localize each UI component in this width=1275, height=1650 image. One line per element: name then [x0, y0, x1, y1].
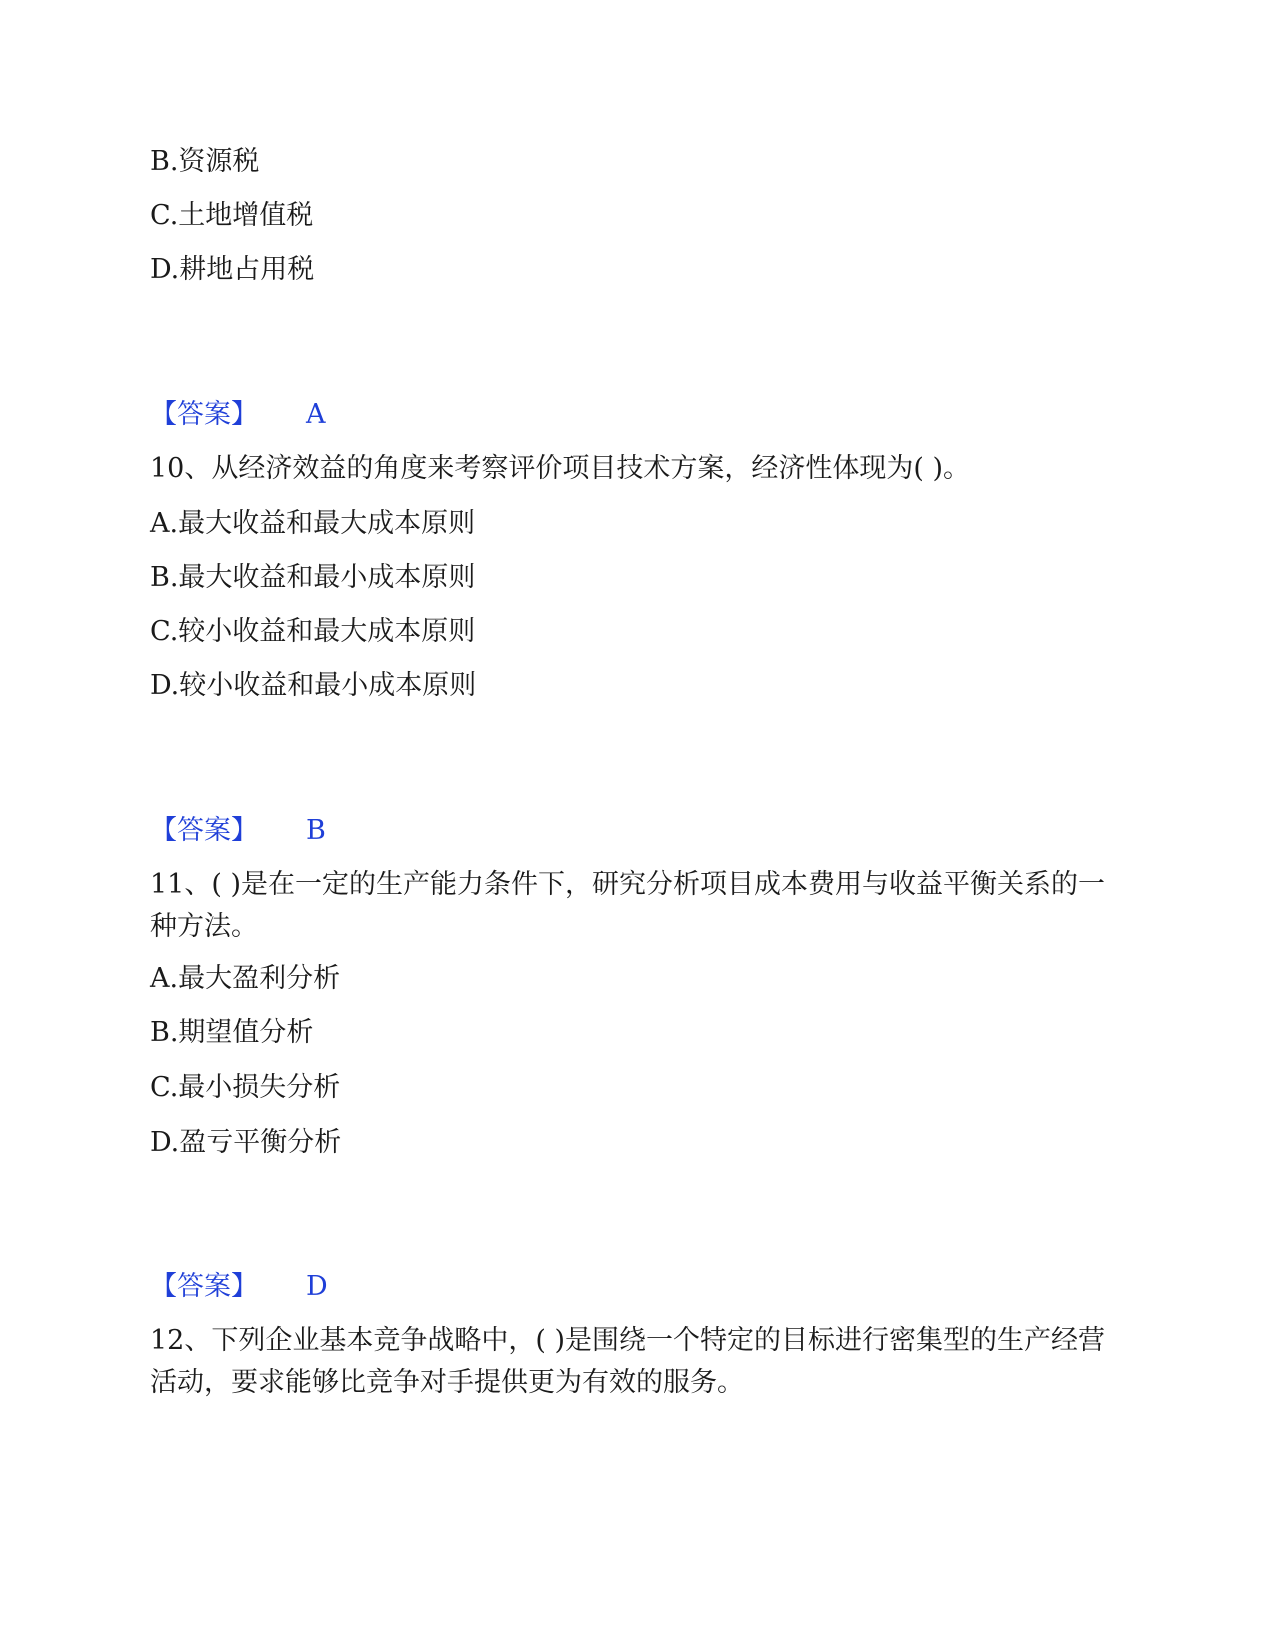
q10-option-c: C.较小收益和最大成本原则 [150, 616, 476, 647]
q9-option-b: B.资源税 [150, 146, 260, 177]
q9-option-d: D.耕地占用税 [150, 254, 315, 285]
answer-value: B [306, 815, 326, 846]
q9-option-c: C.土地增值税 [150, 200, 314, 231]
q10-option-b: B.最大收益和最小成本原则 [150, 562, 476, 593]
q10-option-a: A.最大收益和最大成本原则 [150, 508, 476, 539]
answer-value: D [306, 1271, 328, 1302]
q10-option-d: D.较小收益和最小成本原则 [150, 670, 477, 701]
q11-option-b: B.期望值分析 [150, 1017, 314, 1048]
q12-question: 12、下列企业基本竞争战略中，( )是围绕一个特定的目标进行密集型的生产经营活动，要求能够比竞争对手提供更为有效的服务。 [150, 1325, 1106, 1398]
q11-option-a: A.最大盈利分析 [150, 963, 341, 994]
q10-answer [150, 811, 326, 851]
q11-option-c: C.最小损失分析 [150, 1072, 341, 1103]
q9-answer [150, 395, 326, 435]
answer-label: 【答案】 [150, 815, 258, 846]
answer-label: 【答案】 [150, 399, 258, 430]
answer-label: 【答案】 [150, 1271, 258, 1302]
q11-answer [150, 1267, 328, 1307]
q11-question: 11、( )是在一定的生产能力条件下，研究分析项目成本费用与收益平衡关系的一种方法。 [150, 869, 1106, 942]
answer-value: A [306, 399, 326, 430]
q11-option-d: D.盈亏平衡分析 [150, 1127, 342, 1158]
q10-question: 10、从经济效益的角度来考察评价项目技术方案，经济性体现为( )。 [150, 453, 971, 484]
